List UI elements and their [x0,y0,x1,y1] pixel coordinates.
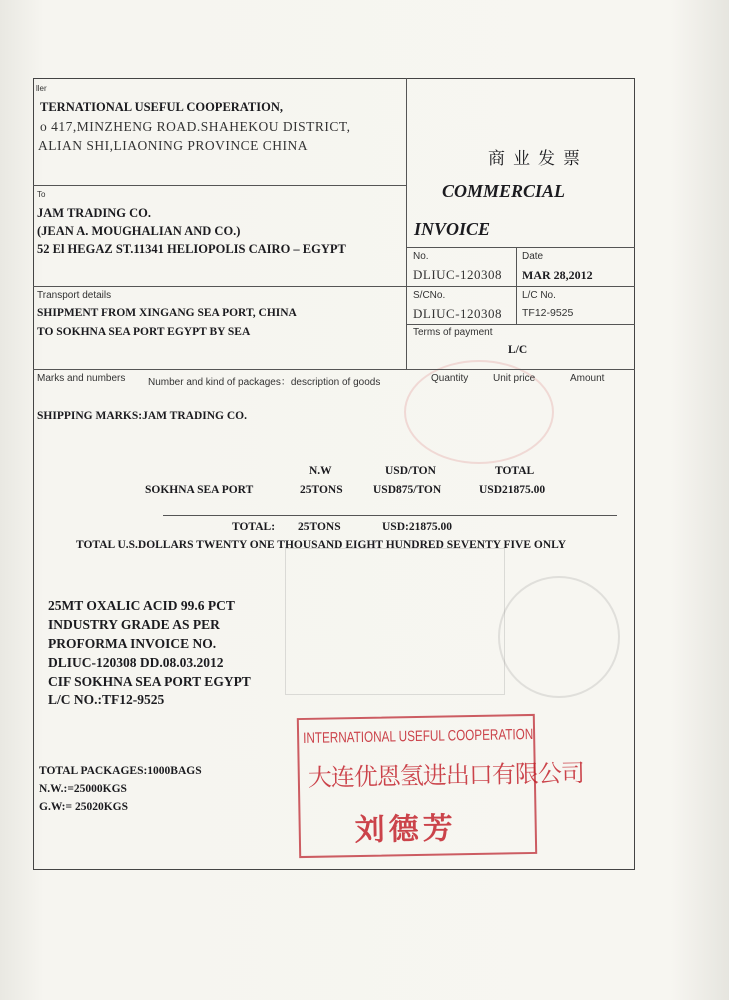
col-marks: Marks and numbers [37,373,126,384]
transport-line-1: SHIPMENT FROM XINGANG SEA PORT, CHINA [37,307,297,319]
total-rule [163,515,617,516]
divider [406,324,635,325]
transport-line-2: TO SOKHNA SEA PORT EGYPT BY SEA [37,326,251,338]
col-packages: Number and kind of packages：description of goods [148,377,381,388]
col-quantity: Quantity [431,373,469,384]
seller-line-1: TERNATIONAL USEFUL COOPERATION, [40,100,283,114]
total-usd: USD:21875.00 [382,521,452,533]
row-usd-ton: USD875/TON [373,484,442,496]
goods-line-4: DLIUC-120308 DD.08.03.2012 [48,655,224,670]
row-total: USD21875.00 [479,484,546,496]
goods-line-3: PROFORMA INVOICE NO. [48,636,217,651]
stamp-line-2: 大连优恩氢进出口有限公司 [307,761,585,792]
invoice-no-value: DLIUC-120308 [413,267,503,282]
divider [33,185,406,186]
date-value: MAR 28,2012 [522,268,593,282]
seller-label: ller [36,84,47,93]
goods-line-6: L/C NO.:TF12-9525 [48,692,165,707]
title-commercial: COMMERCIAL [442,181,566,201]
buyer-line-2: (JEAN A. MOUGHALIAN AND CO.) [37,224,241,238]
title-invoice: INVOICE [414,219,491,239]
seller-line-3: ALIAN SHI,LIAONING PROVINCE CHINA [38,138,308,153]
goods-line-5: CIF SOKHNA SEA PORT EGYPT [48,674,251,689]
header-usd-ton: USD/TON [385,465,436,477]
total-label: TOTAL: [232,521,276,533]
buyer-line-1: JAM TRADING CO. [37,206,152,220]
row-nw: 25TONS [300,484,343,496]
divider [516,247,517,324]
goods-line-2: INDUSTRY GRADE AS PER [48,617,220,632]
buyer-label: To [37,190,46,199]
header-nw: N.W [309,465,332,477]
divider [406,247,635,248]
total-tons: 25TONS [298,521,341,533]
lc-no-label: L/C No. [522,290,556,301]
total-words: TOTAL U.S.DOLLARS TWENTY ONE THOUSAND EIGHT HUNDRED SEVENTY FIVE ONLY [76,539,567,551]
buyer-line-3: 52 El HEGAZ ST.11341 HELIOPOLIS CAIRO – EGYPT [37,242,346,256]
company-stamp [297,714,585,858]
col-amount: Amount [570,373,605,384]
packages-nw: N.W.:=25000KGS [39,783,127,795]
packages-gw: G.W:= 25020KGS [39,801,128,813]
divider [33,369,635,370]
divider [406,78,407,369]
terms-value: L/C [508,344,528,356]
invoice-no-label: No. [413,251,429,262]
title-chinese: 商业发票 [488,149,588,168]
divider [33,286,635,287]
date-label: Date [522,251,544,262]
sc-no-label: S/CNo. [413,290,446,301]
total-packages: TOTAL PACKAGES:1000BAGS [39,765,202,777]
terms-label: Terms of payment [413,327,493,338]
goods-line-1: 25MT OXALIC ACID 99.6 PCT [48,598,235,613]
lc-no-value: TF12-9525 [522,307,574,319]
sc-no-value: DLIUC-120308 [413,306,503,321]
header-total: TOTAL [495,465,535,477]
shipping-marks: SHIPPING MARKS:JAM TRADING CO. [37,410,247,422]
transport-label: Transport details [37,290,112,301]
stamp-signature: 刘德芳 [354,812,458,848]
stamp-line-1: INTERNATIONAL USEFUL COOPERATION [303,725,534,747]
seller-line-2: o 417,MINZHENG ROAD.SHAHEKOU DISTRICT, [40,119,351,134]
col-unit-price: Unit price [493,373,536,384]
row-port: SOKHNA SEA PORT [145,484,254,496]
